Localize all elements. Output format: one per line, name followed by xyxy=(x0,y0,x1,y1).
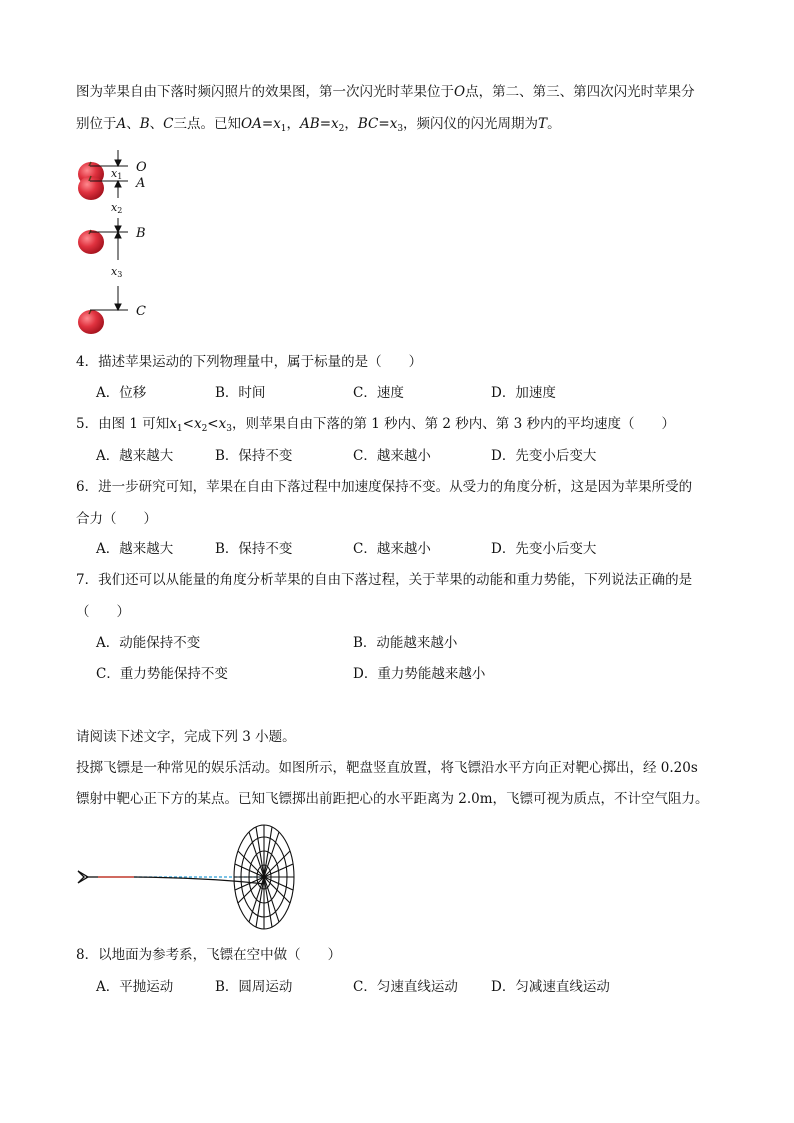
q5-stem: 5．由图 1 可知$x_1<x_2<x_3$，则苹果自由下落的第 1 秒内、第 2 秒内、第 3 秒内的平均速度（ ） xyxy=(76,416,675,434)
q4-option-c[interactable]: C．速度 xyxy=(353,385,404,401)
passage-line-1: 投掷飞镖是一种常见的娱乐活动。如图所示，靶盘竖直放置，将飞镖沿水平方向正对靶心掷出，经 0.20s xyxy=(76,760,698,776)
passage-line-2: 镖射中靶心正下方的某点。已知飞镖掷出前距把心的水平距离为 2.0m，飞镖可视为质点，不计空气阻力。 xyxy=(76,791,709,807)
dart-figure xyxy=(74,822,304,932)
apple-b xyxy=(78,230,104,254)
q7-option-d[interactable]: D．重力势能越来越小 xyxy=(353,666,486,682)
intro-line-1: 图为苹果自由下落时频闪照片的效果图，第一次闪光时苹果位于O点，第二、第三、第四次闪光时苹果分 xyxy=(76,84,695,100)
q5-option-a[interactable]: A．越来越大 xyxy=(96,448,174,464)
q6-stem-1: 6．进一步研究可知，苹果在自由下落过程中加速度保持不变。从受力的角度分析，这是因为苹果所受的 xyxy=(76,479,693,495)
q8-option-b[interactable]: B．圆周运动 xyxy=(215,979,293,995)
q7-option-a[interactable]: A．动能保持不变 xyxy=(96,635,201,651)
q7-option-c[interactable]: C．重力势能保持不变 xyxy=(96,666,228,682)
svg-text:x1: x1 xyxy=(111,167,123,181)
q4-option-a[interactable]: A．位移 xyxy=(96,385,147,401)
q5-option-c[interactable]: C．越来越小 xyxy=(353,448,431,464)
q6-option-d[interactable]: D．先变小后变大 xyxy=(491,541,597,557)
trajectory-curve xyxy=(134,877,264,884)
q5-option-b[interactable]: B．保持不变 xyxy=(215,448,293,464)
intro-line-2: 别位于A、B、C三点。已知$OA=x_1$，$AB=x_2$，$BC=x_3$，频闪仪的闪光周期为T。 xyxy=(76,116,561,134)
q7-stem-2: （ ） xyxy=(76,604,130,620)
passage-heading: 请阅读下述文字，完成下列 3 小题。 xyxy=(76,729,296,745)
svg-text:x2: x2 xyxy=(111,201,123,215)
q6-option-a[interactable]: A．越来越大 xyxy=(96,541,174,557)
dart-icon xyxy=(78,871,98,883)
q6-stem-2: 合力（ ） xyxy=(76,511,157,527)
label-o: O xyxy=(136,160,147,175)
q7-option-b[interactable]: B．动能越来越小 xyxy=(353,635,458,651)
apple-c xyxy=(78,310,104,334)
q5-option-d[interactable]: D．先变小后变大 xyxy=(491,448,597,464)
q4-option-d[interactable]: D．加速度 xyxy=(491,385,556,401)
apple-fall-figure xyxy=(70,148,160,340)
q7-stem-1: 7．我们还可以从能量的角度分析苹果的自由下落过程，关于苹果的动能和重力势能，下列说法正确的是 xyxy=(76,572,693,588)
dartboard xyxy=(234,825,294,929)
q6-option-b[interactable]: B．保持不变 xyxy=(215,541,293,557)
q8-stem: 8．以地面为参考系，飞镖在空中做（ ） xyxy=(76,947,342,963)
label-a: A xyxy=(136,176,146,191)
q8-option-c[interactable]: C．匀速直线运动 xyxy=(353,979,458,995)
apple-a xyxy=(78,176,104,200)
q6-option-c[interactable]: C．越来越小 xyxy=(353,541,431,557)
q4-option-b[interactable]: B．时间 xyxy=(215,385,266,401)
label-c: C xyxy=(136,304,146,319)
label-b: B xyxy=(136,226,146,241)
svg-text:x3: x3 xyxy=(111,265,123,279)
q8-option-a[interactable]: A．平抛运动 xyxy=(96,979,174,995)
q4-stem: 4．描述苹果运动的下列物理量中，属于标量的是（ ） xyxy=(76,354,423,370)
q8-option-d[interactable]: D．匀减速直线运动 xyxy=(491,979,610,995)
